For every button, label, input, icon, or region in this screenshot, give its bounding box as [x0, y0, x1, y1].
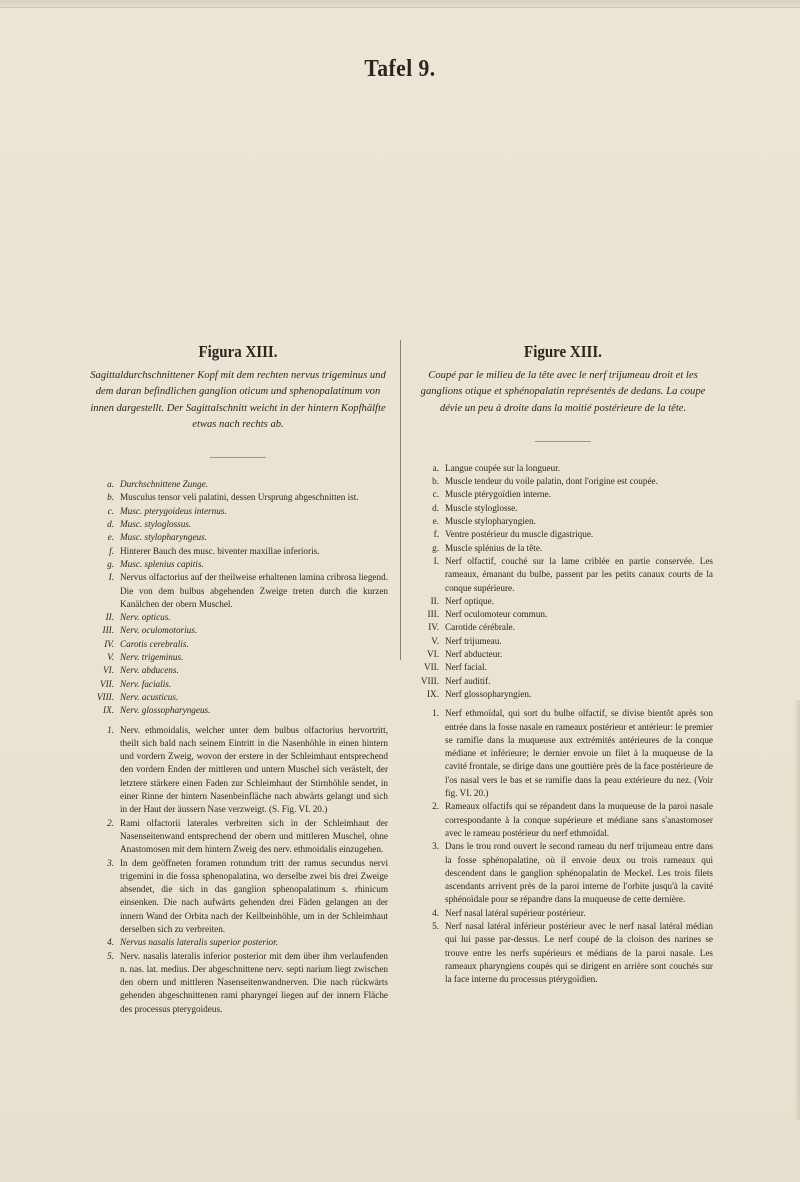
separator-line [210, 457, 266, 458]
legend-entry [413, 688, 713, 701]
legend-key: b. [107, 492, 114, 503]
legend-entry [88, 724, 388, 817]
legend-entry [413, 515, 713, 528]
figure-description-german: Sagittaldurchschnittener Kopf mit dem rechten nervus trigeminus und dem daran befindlichen ganglion oticum und sphenopalatinum von innen dargestellt. Der Sagittalschnitt weicht in der hintern Kopfhälfte etwas nach rechts ab. [90, 370, 386, 430]
legend-text: Hinterer Bauch des musc. biventer maxillae inferioris. [120, 545, 320, 556]
legend-key: e. [107, 532, 114, 543]
legend-key: VI. [103, 665, 114, 676]
legend-entry [88, 518, 388, 531]
legend-text: Musc. pterygoideus internus. [120, 505, 227, 516]
legend-key: 1. [107, 724, 114, 735]
legend-text: Rami olfactorii laterales verbreiten sich in der Schleimhaut der Nasenseitenwand entsprechend der obern und mittleren Muschel, ohne Anastomosen mit dem hintern Zweig des nerv. ethmoidalis einzugehen. [120, 817, 388, 855]
legend-entry [88, 611, 388, 624]
legend-entry [413, 475, 713, 488]
legend-text: Rameaux olfactifs qui se répandent dans la muqueuse de la paroi nasale correspondante à la conque supérieure et médiane sans s'anastomoser avec le rameau postérieur du nerf ethmoïdal. [445, 801, 713, 838]
legend-entry [413, 661, 713, 674]
figure-title-german: Figura XIII. [198, 342, 278, 361]
legend-entry [88, 817, 388, 857]
legend-entry [413, 462, 713, 475]
legend-text: Nerf facial. [445, 662, 487, 673]
legend-text: Nerf oculomoteur commun. [445, 609, 548, 620]
legend-text: Carotide cérébrale. [445, 622, 515, 633]
legend-entry [413, 648, 713, 661]
legend-key: II. [430, 595, 439, 606]
german-column [88, 342, 388, 1016]
figure-description-french: Coupé par le milieu de la tête avec le nerf trijumeau droit et les ganglions otique et sphénopalatin représentés de dedans. La coupe dévie un peu à droite dans la moitié postérieure de la tête. [420, 370, 706, 414]
legend-key: a. [432, 462, 439, 473]
legend-entry [88, 545, 388, 558]
legend-key: 2. [432, 801, 439, 812]
legend-key: c. [107, 505, 114, 516]
plate-title: Tafel 9. [364, 56, 436, 82]
legend-key: a. [107, 479, 114, 490]
legend-text: Nerv. oculomotorius. [120, 625, 198, 636]
legend-entry [413, 555, 713, 595]
legend-text: Nerf nasal latéral inférieur postérieur avec le nerf nasal latéral médian qui lui passe par-dessus. Le nerf coupé de la cloison des narines se trouve entre les nerfs supérieurs et médians de la paroi nasale. Les rameaux pharyngiens coupés qui se dirigent en arrière sont couchés sur la face interne du processus ptérygoïdien. [445, 920, 713, 985]
legend-key: g. [432, 542, 439, 553]
legend-text: Durchschnittene Zunge. [120, 479, 208, 490]
legend-key: d. [107, 519, 114, 530]
legend-text: Muscle tendeur du voile palatin, dont l'origine est coupée. [445, 476, 658, 487]
legend-entry [88, 505, 388, 518]
legend-entry [88, 678, 388, 691]
legend-text: Musc. splenius capitis. [120, 558, 204, 569]
legend-entry [413, 635, 713, 648]
legend-key: g. [107, 558, 114, 569]
legend-entry [413, 528, 713, 541]
legend-key: 5. [432, 920, 439, 931]
legend-text: Nerf nasal latéral supérieur postérieur. [445, 907, 586, 918]
legend-text: Muscle splénius de la tête. [445, 542, 543, 553]
legend-entry [88, 691, 388, 704]
legend-key: e. [432, 516, 439, 527]
legend-key: c. [432, 489, 439, 500]
legend-german [88, 478, 388, 1016]
legend-entry [88, 857, 388, 937]
legend-text: Ventre postérieur du muscle digastrique. [445, 529, 594, 540]
legend-text: Musc. stylopharyngeus. [120, 532, 208, 543]
legend-key: I. [433, 555, 439, 566]
legend-text: Muscle stylopharyngien. [445, 516, 536, 527]
legend-key: d. [432, 502, 439, 513]
legend-text: Nerv. abducens. [120, 665, 179, 676]
legend-text: Nerf glossopharyngien. [445, 688, 532, 699]
legend-entry [88, 558, 388, 571]
legend-key: IX. [103, 705, 114, 716]
legend-text: In dem geöffneten foramen rotundum tritt der ramus secundus nervi trigemini in die fossa sphenopalatina, wo derselbe zwei bis drei Zweige absendet, die sich in das ganglion sphenopalatinum s. rhinicum einsenken. Die nach aufwärts gehenden drei Fäden gelangen an der innern Wand der Orbita nach der Keilbeinhöhle, um in der Schleimhaut derselben sich zu verbreiten. [120, 857, 388, 934]
legend-key: III. [427, 609, 439, 620]
legend-key: 2. [107, 817, 114, 828]
legend-text: Nerf optique. [445, 595, 494, 606]
legend-entry [413, 502, 713, 515]
legend-key: f. [109, 545, 114, 556]
legend-entry [413, 542, 713, 555]
figure-title-french: Figure XIII. [524, 342, 602, 361]
legend-key: 4. [107, 937, 114, 948]
legend-entry [413, 595, 713, 608]
legend-entry [88, 950, 388, 1016]
legend-entry [413, 707, 713, 800]
legend-entry [88, 664, 388, 677]
legend-text: Muscle ptérygoïdien interne. [445, 489, 551, 500]
legend-entry [413, 907, 713, 920]
legend-key: VII. [423, 662, 439, 673]
legend-text: Nerf ethmoïdal, qui sort du bulbe olfactif, se divise bientôt après son entrée dans la fosse nasale en rameaux postérieur et antérieur: le premier se ramifie dans la muqueuse aux extrémités antérieures de la conque médiane et inférieure; le dernier envoie un filet à la muqueuse de la cavité frontale, se dirige dans une gouttière près de la face postérieure de l'os nasal vers le bas et se ramifie dans la peau extérieure du nez. (Voir fig. VI. 20.) [445, 708, 713, 799]
legend-text: Nervus olfactorius auf der theilweise erhaltenen lamina cribrosa liegend. Die von dem bulbus abgehenden Zweige treten durch die kurzen Kanälchen der obern Muschel. [120, 572, 388, 609]
legend-key: 3. [107, 857, 114, 868]
legend-key: 5. [107, 950, 114, 961]
legend-key: V. [431, 635, 439, 646]
legend-entry [88, 638, 388, 651]
legend-entry [88, 531, 388, 544]
legend-entry [413, 800, 713, 840]
legend-entry [88, 571, 388, 611]
legend-text: Nerv. trigeminus. [120, 652, 184, 663]
legend-key: 3. [432, 841, 439, 852]
legend-entry [413, 840, 713, 906]
legend-entry [413, 621, 713, 634]
legend-text: Nerv. ethmoidalis, welcher unter dem bulbus olfactorius hervortritt, theilt sich bald nach seinem Eintritt in die Nasenhöhle in einen hintern und vordern Zweig, wovon der erstere in der Schleimhaut entsprechend den vordern Enden der mittleren und untern Muschel sich verästelt, der letztere stärkere einen Faden zur Schleimhaut der Stirnhöhle sendet, in einer Rinne der hintern Nasenbeinfläche nach abwärts gelangt und sich in der Haut der äussern Nase verzweigt. (S. Fig. VI. 20.) [120, 724, 388, 815]
legend-french [413, 462, 713, 987]
legend-key: IV. [104, 638, 114, 649]
legend-entry [88, 478, 388, 491]
legend-key: VIII. [96, 691, 114, 702]
legend-text: Nerv. glossopharyngeus. [120, 705, 211, 716]
page-top-edge [0, 0, 800, 8]
legend-text: Dans le trou rond ouvert le second rameau du nerf trijumeau entre dans la fosse sphénopalatine, où il envoie deux ou trois rameaux qui descendent dans le ganglion sphénopalatin de Meckel. Les trois filets ascendants arrivent près de la paroi interne de l'orbite jusqu'à la cavité sphénoïdale pour se répandre dans la muqueuse de cette dernière. [445, 841, 713, 905]
legend-key: V. [107, 652, 114, 663]
legend-text: Nerf auditif. [445, 675, 491, 686]
separator-line [535, 441, 591, 442]
legend-text: Nerv. opticus. [120, 612, 171, 623]
french-column [413, 342, 713, 986]
legend-text: Langue coupée sur la longueur. [445, 462, 561, 473]
column-divider [400, 340, 401, 660]
legend-key: I. [108, 572, 114, 583]
legend-text: Nerf olfactif, couché sur la lame criblée en partie conservée. Les rameaux, émanant du bulbe, passent par les petits canaux courts de la conque supérieure. [445, 555, 713, 593]
legend-entry [413, 608, 713, 621]
legend-key: III. [102, 625, 114, 636]
legend-entry [88, 491, 388, 504]
legend-key: b. [432, 476, 439, 487]
legend-key: f. [433, 529, 439, 540]
legend-entry [88, 624, 388, 637]
legend-entry [413, 675, 713, 688]
legend-key: VII. [99, 678, 114, 689]
page-right-edge [794, 700, 800, 1120]
legend-text: Nerv. acusticus. [120, 691, 179, 702]
legend-text: Muscle styloglosse. [445, 502, 518, 513]
legend-text: Carotis cerebralis. [120, 638, 189, 649]
legend-text: Nerf abducteur. [445, 649, 503, 660]
legend-key: 4. [432, 907, 439, 918]
legend-text: Musculus tensor veli palatini, dessen Ursprung abgeschnitten ist. [120, 492, 359, 503]
legend-key: IX. [427, 688, 439, 699]
legend-entry [88, 704, 388, 717]
legend-key: II. [105, 612, 114, 623]
legend-entry [413, 488, 713, 501]
legend-entry [413, 920, 713, 986]
legend-text: Nerv. nasalis lateralis inferior posterior mit dem über ihm verlaufenden n. nas. lat. medius. Der abgeschnittene nerv. septi narium liegt zwischen den obern und mittleren Nasenseitenwandnerven. Die nach rückwärts gehenden abgeschnittenen rami pharyngei liegen auf der innern Fläche des processus pterygoideus. [120, 950, 388, 1014]
legend-text: Nervus nasalis lateralis superior posterior. [120, 937, 278, 948]
legend-text: Nerf trijumeau. [445, 635, 502, 646]
legend-key: 1. [432, 708, 439, 719]
legend-entry [88, 651, 388, 664]
legend-text: Nerv. facialis. [120, 678, 172, 689]
legend-key: VIII. [420, 675, 439, 686]
legend-key: IV. [428, 622, 439, 633]
legend-entry [88, 936, 388, 949]
legend-text: Musc. styloglossus. [120, 519, 192, 530]
legend-key: VI. [427, 649, 439, 660]
